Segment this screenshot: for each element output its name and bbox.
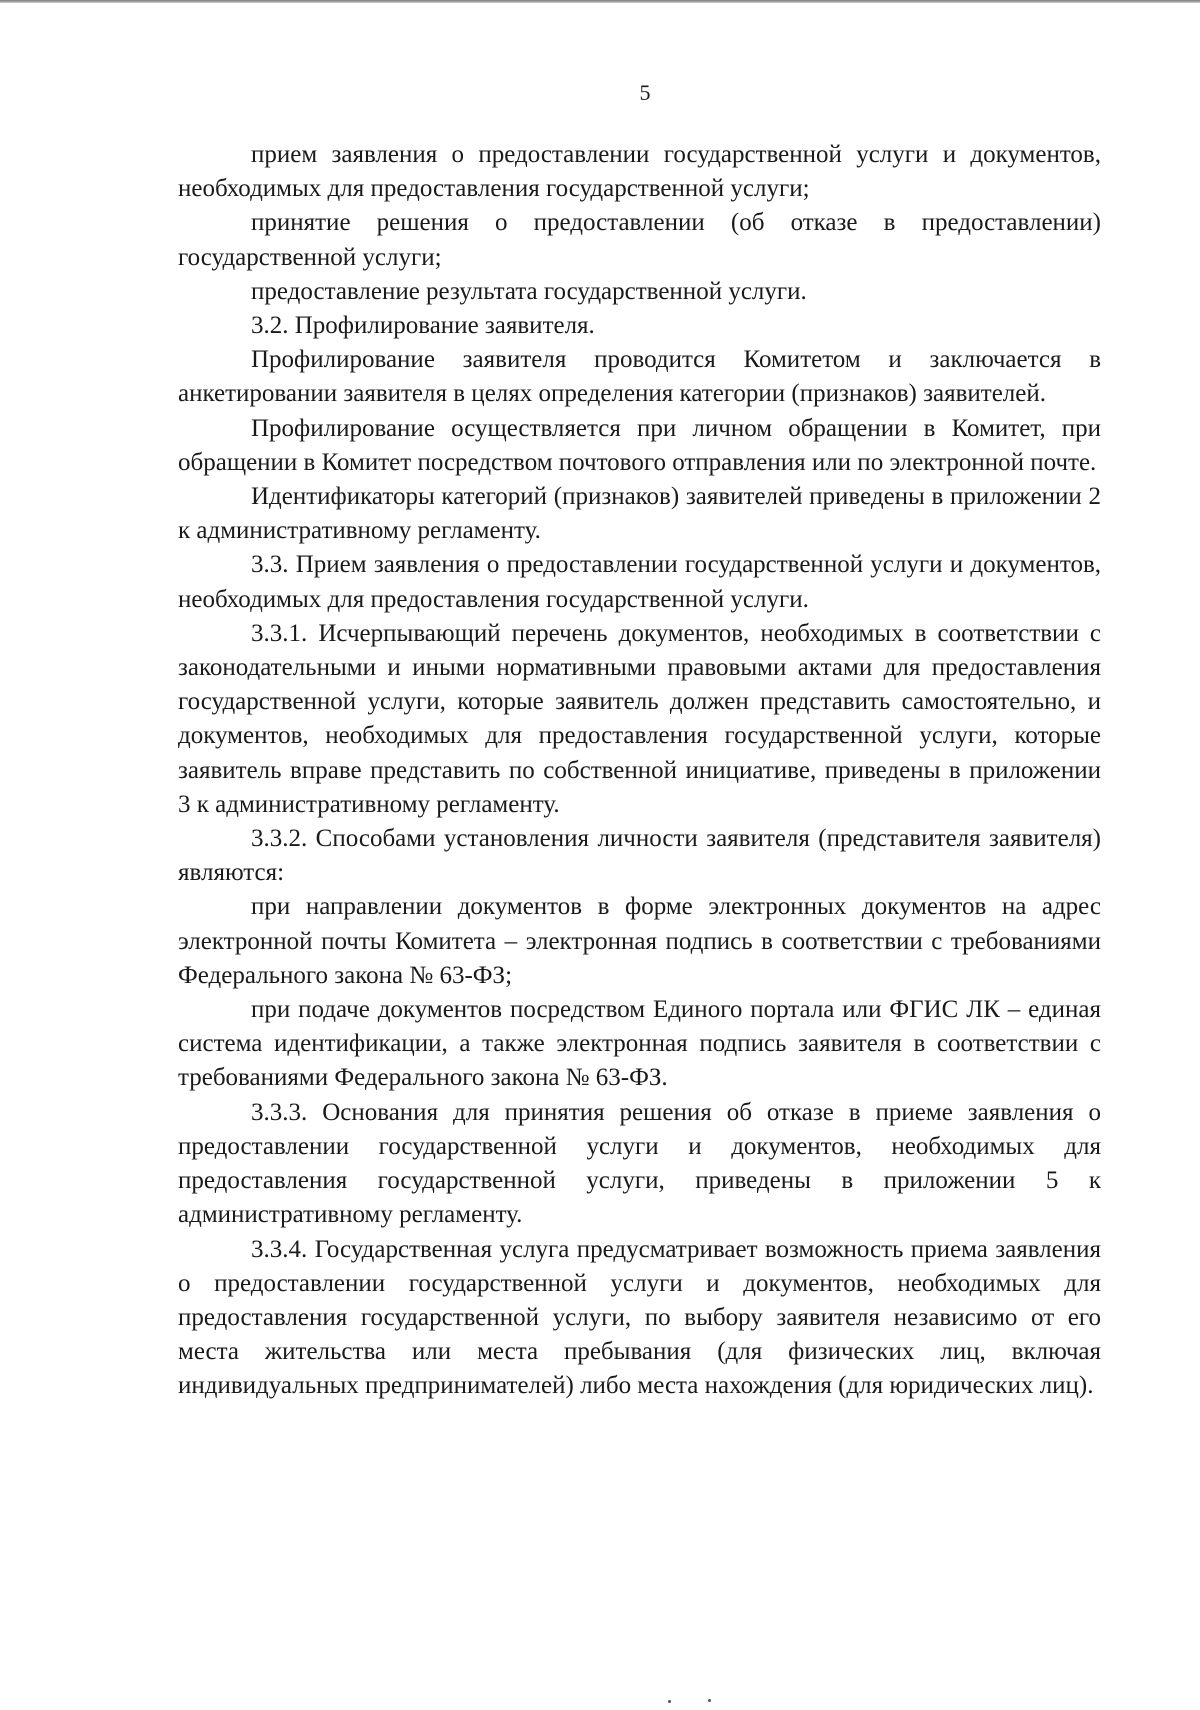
paragraph-portal-submission: при подаче документов посредством Единого портала или ФГИС ЛК – единая система идентификации, а также электронная подпись заявителя в соответствии с требованиями Федерального закона № 63-ФЗ. [178,996,1101,1092]
paragraph-list-item-result: предоставление результата государственной услуги. [251,277,807,305]
paragraph-3-3-1: 3.3.1. Исчерпывающий перечень документов, необходимых в соответствии с законодательными и иными нормативными правовыми актами для предоставления государственной услуги, которые заявитель должен представить самостоятельно, и документов, необходимых для предоставления государственной услуги, которые заявитель вправе представить по собственной инициативе, приведены в приложении 3 к административному регламенту. [178,619,1101,818]
page-number: 5 [639,80,651,105]
paragraph-3-3-4: 3.3.4. Государственная услуга предусматривает возможность приема заявления о предоставлении государственной услуги и документов, необходимых для предоставления государственной услуги, по выбору заявителя независимо от его места жительства или места пребывания (для физических лиц, включая индивидуальных предпринимателей) либо места нахождения (для юридических лиц). [178,1235,1101,1400]
paragraph-profiling-description: Профилирование заявителя проводится Комитетом и заключается в анкетировании заявителя в целях определения категории (признаков) заявителей. [178,346,1101,408]
paragraph-list-item-reception: прием заявления о предоставлении государственной услуги и документов, необходимых для предоставления государственной услуги; [178,141,1101,203]
paragraph-identifiers: Идентификаторы категорий (признаков) заявителей приведены в приложении 2 к административному регламенту. [178,483,1101,545]
document-body [178,138,1101,1404]
section-heading-3-2: 3.2. Профилирование заявителя. [251,312,595,340]
paragraph-3-3-3: 3.3.3. Основания для принятия решения об отказе в приеме заявления о предоставлении государственной услуги и документов, необходимых для предоставления государственной услуги, приведены в приложении 5 к административному регламенту. [178,1098,1101,1229]
paragraph-email-submission: при направлении документов в форме электронных документов на адрес электронной почты Комитета – электронная подпись в соответствии с требованиями Федерального закона № 63-ФЗ; [178,893,1101,989]
paragraph-3-3-2: 3.3.2. Способами установления личности заявителя (представителя заявителя) являются: [178,825,1101,887]
paragraph-list-item-decision: принятие решения о предоставлении (об отказе в предоставлении) государственной услуги; [178,209,1101,271]
scan-speck [708,1699,711,1702]
paragraph-profiling-methods: Профилирование осуществляется при личном обращении в Комитет, при обращении в Комитет посредством почтового отправления или по электронной почте. [178,414,1101,476]
section-heading-3-3: 3.3. Прием заявления о предоставлении государственной услуги и документов, необходимых для предоставления государственной услуги. [178,551,1101,613]
page-top-edge [0,0,1200,3]
scan-speck [668,1700,671,1703]
